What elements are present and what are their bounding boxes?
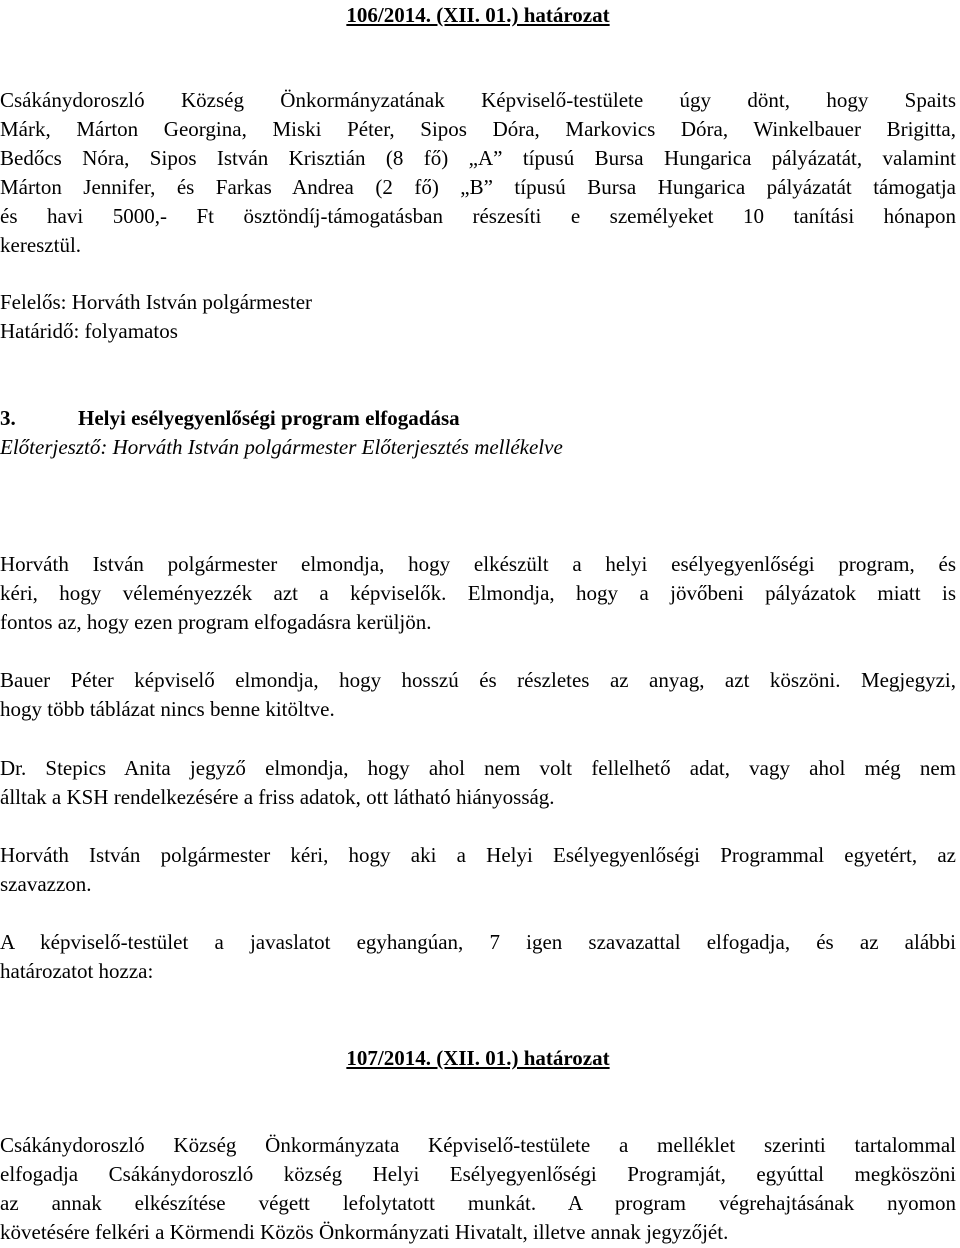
paragraph-notary — [0, 754, 956, 812]
agenda-item — [0, 404, 956, 462]
body-line: Horváth István polgármester elmondja, hogy elkészült a helyi esélyegyenlőségi program, és — [0, 552, 956, 576]
body-line: kéri, hogy véleményezzék azt a képviselők. Elmondja, hogy a jövőbeni pályázatok miatt is — [0, 581, 956, 605]
body-line: Horváth István polgármester kéri, hogy aki a Helyi Esélyegyenlőségi Programmal egyetért, az — [0, 843, 956, 867]
responsible-line: Felelős: Horváth István polgármester — [0, 290, 313, 314]
body-line: álltak a KSH rendelkezésére a friss adatok, ott látható hiányosság. — [0, 785, 555, 809]
body-line: fontos az, hogy ezen program elfogadásra kerüljön. — [0, 610, 432, 634]
body-line: határozatot hozza: — [0, 959, 154, 983]
body-line: Dr. Stepics Anita jegyző elmondja, hogy ahol nem volt fellelhető adat, vagy ahol még nem — [0, 756, 956, 780]
body-line: Márton Jennifer, és Farkas Andrea (2 fő) „B” típusú Bursa Hungarica pályázatát támogatja — [0, 175, 956, 199]
paragraph-vote-result — [0, 928, 956, 986]
body-line: Bedőcs Nóra, Sipos István Krisztián (8 fő) „A” típusú Bursa Hungarica pályázatát, valamint — [0, 146, 956, 170]
agenda-presenter: Előterjesztő: Horváth István polgármester Előterjesztés mellékelve — [0, 435, 563, 459]
body-line: és havi 5000,- Ft ösztöndíj-támogatásban részesíti e személyeket 10 tanítási hónapon — [0, 204, 956, 228]
deadline-line: Határidő: folyamatos — [0, 319, 178, 343]
body-line: szavazzon. — [0, 872, 92, 896]
body-line: Márk, Márton Georgina, Miski Péter, Sipos Dóra, Markovics Dóra, Winkelbauer Brigitta, — [0, 117, 956, 141]
agenda-title-line — [0, 404, 956, 433]
body-line: Csákánydoroszló Község Önkormányzatának Képviselő-testülete úgy dönt, hogy Spaits — [0, 88, 956, 112]
body-line: keresztül. — [0, 233, 82, 257]
responsible-block — [0, 288, 956, 346]
resolution-heading: 107/2014. (XII. 01.) határozat — [346, 1046, 610, 1070]
resolution-heading: 106/2014. (XII. 01.) határozat — [346, 3, 610, 27]
agenda-title: Helyi esélyegyenlőségi program elfogadása — [78, 406, 460, 430]
body-line: az annak elkészítése végett lefolytatott munkát. A program végrehajtásának nyomon — [0, 1191, 956, 1215]
resolution-body — [0, 86, 956, 260]
body-line: Bauer Péter képviselő elmondja, hogy hosszú és részletes az anyag, azt köszöni. Megjegyzi, — [0, 668, 956, 692]
body-line: elfogadja Csákánydoroszló község Helyi Esélyegyenlőségi Programját, egyúttal megköszöni — [0, 1162, 956, 1186]
paragraph-vote-call — [0, 841, 956, 899]
body-line: követésére felkéri a Körmendi Közös Önkormányzati Hivatalt, illetve annak jegyzőjét. — [0, 1220, 729, 1244]
paragraph-mayor — [0, 550, 956, 637]
body-line: Csákánydoroszló Község Önkormányzata Képviselő-testülete a melléklet szerinti tartalommal — [0, 1133, 956, 1157]
agenda-number: 3. — [0, 406, 16, 430]
body-line: A képviselő-testület a javaslatot egyhangúan, 7 igen szavazattal elfogadja, és az alábbi — [0, 930, 956, 954]
body-line: hogy több táblázat nincs benne kitöltve. — [0, 697, 335, 721]
paragraph-bauer — [0, 666, 956, 724]
resolution-body — [0, 1131, 956, 1247]
